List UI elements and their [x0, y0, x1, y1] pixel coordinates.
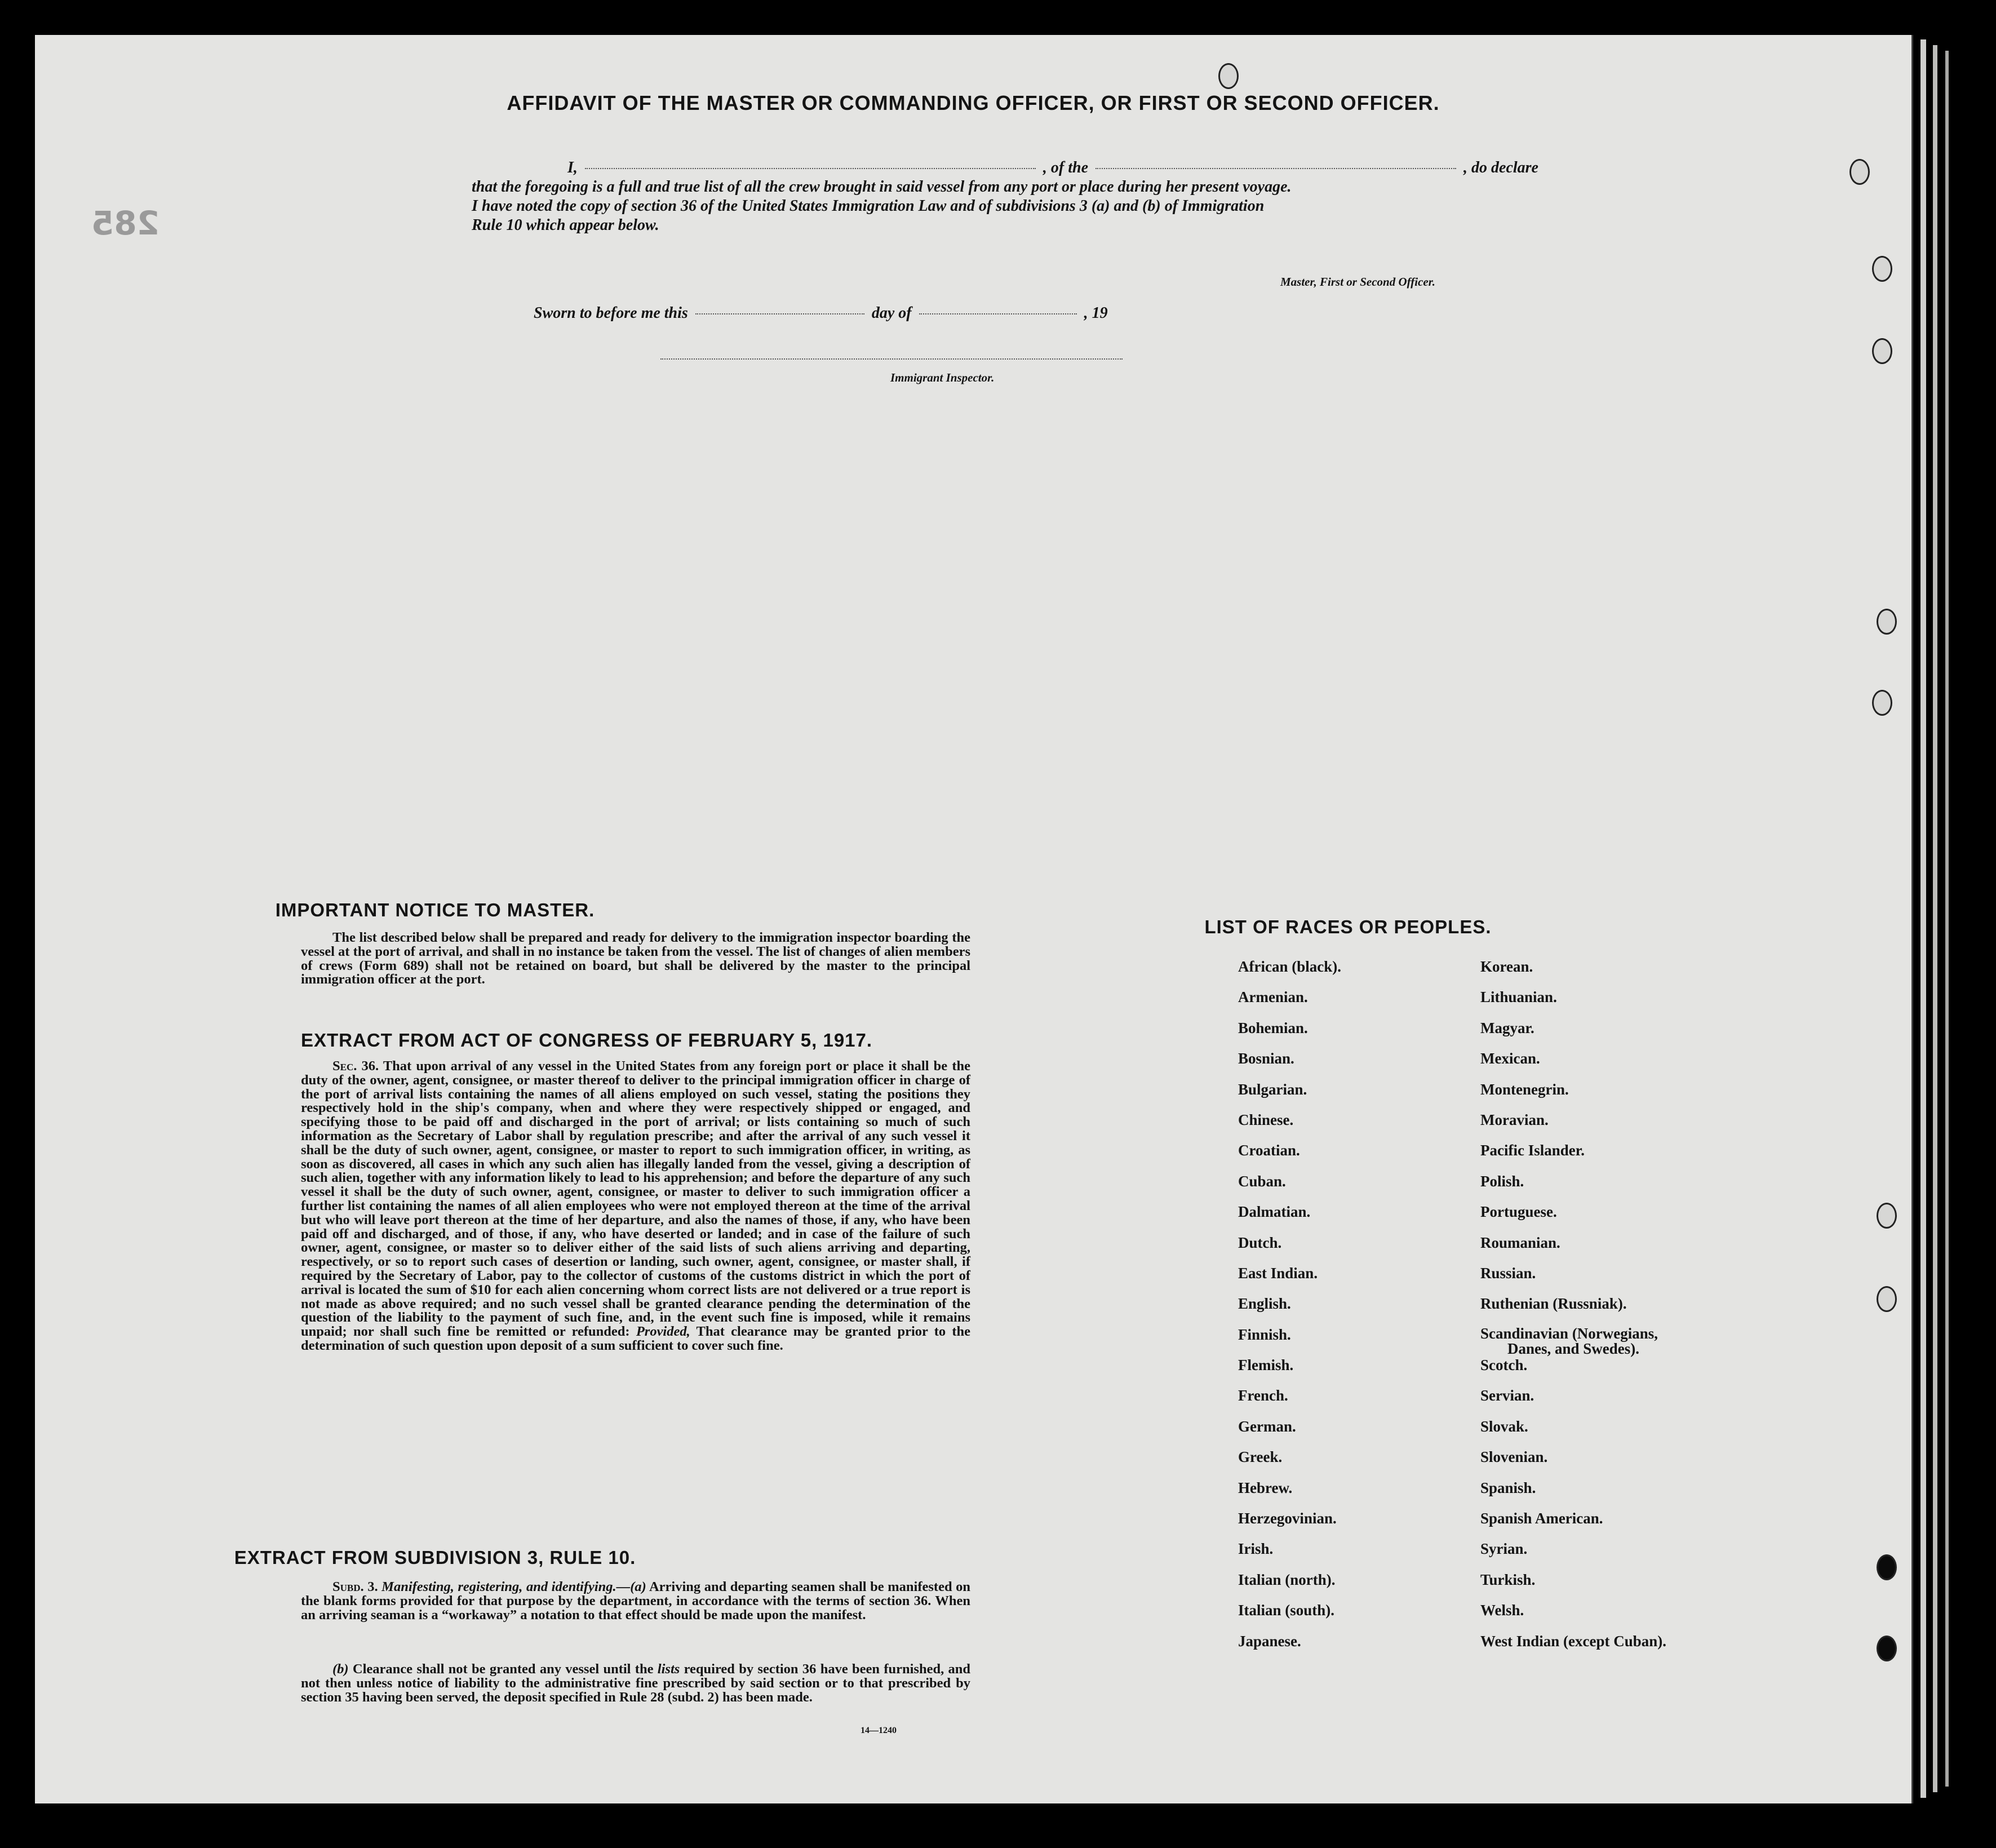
race-name: West Indian (except Cuban).: [1480, 1632, 1667, 1650]
blank-day: [695, 313, 864, 314]
background-stamp-number: 285: [91, 204, 160, 242]
race-item: [1480, 1020, 1666, 1050]
subdivision-3a-text: [301, 1580, 970, 1622]
race-name: Scotch.: [1480, 1357, 1528, 1374]
race-name: Spanish.: [1480, 1479, 1536, 1496]
para-b-label: (b): [332, 1661, 349, 1677]
race-name: African (black).: [1238, 958, 1341, 975]
affidavit-line-4: Rule 10 which appear below.: [472, 216, 659, 234]
binder-hole: [1872, 256, 1892, 282]
race-item: [1480, 1111, 1666, 1142]
race-item: [1480, 1081, 1666, 1111]
race-item: [1238, 1602, 1341, 1632]
affidavit-line-1: [567, 159, 1538, 177]
race-name: Slovenian.: [1480, 1448, 1548, 1466]
race-name: Portuguese.: [1480, 1203, 1557, 1221]
race-item: [1480, 1142, 1666, 1172]
race-item: [1480, 1234, 1666, 1265]
sworn-year: , 19: [1084, 304, 1108, 322]
provided-word: Provided,: [636, 1324, 690, 1340]
race-item: [1238, 1357, 1341, 1387]
blank-month: [919, 313, 1077, 314]
race-item: [1238, 1265, 1341, 1295]
section-body: That upon arrival of any vessel in the United States from any foreign port or place it shall be the duty of the owner, agent, consignee, or master thereof to deliver to the principal immigration officer in charge of the port of arrival lists containing the names of all aliens employed on such vessel, stating the positions they respectively hold in the ship's company, when and where they were respectively shipped or engaged, and specifying those to be paid off and discharged in the port of arrival; or lists containing so much of such information as the Secretary of Labor shall by regulation prescribe; and after the arrival of any such vessel it shall be the duty of such owner, agent, consignee, or master to report to such immigration officer, in writing, as soon as discovered, all cases in which any such alien has illegally landed from the vessel, giving a description of such alien, together with any information likely to lead to his apprehension; and before the departure of any such vessel it shall be the duty of such owner, agent, consignee, or master to deliver to such immigration officer a further list containing the names of all alien employees who were not employed thereon at the time of the arrival but who will leave port thereon at the time of her departure, and also the names of those, if any, who have been paid off and discharged, and of those, if any, who have deserted or landed; and in case of the failure of such owner, agent, consignee, or master so to deliver either of the said lists of such aliens arriving and departing, respectively, or so to report such cases of desertion or landing, such owner, agent, consignee, or master shall, if required by the Secretary of Labor, pay to the collector of customs of the customs district in which the port of arrival is located the sum of $10 for each alien concerning whom correct lists are not delivered or a true report is not made as above required; and no such vessel shall be granted clearance pending the determination of the question of the liability to the payment of such fine, and, in the event such fine is imposed, while it remains unpaid; nor shall such fine be remitted or refunded:: [301, 1058, 970, 1340]
race-name: Cuban.: [1238, 1172, 1286, 1190]
race-item: [1480, 1602, 1666, 1632]
race-name: East Indian.: [1238, 1264, 1318, 1282]
race-name: Turkish.: [1480, 1571, 1536, 1588]
race-item: [1480, 1387, 1666, 1417]
inspector-signature-line: [660, 358, 1123, 360]
race-name: Lithuanian.: [1480, 989, 1557, 1006]
binder-hole: [1877, 1636, 1897, 1661]
binder-hole: [1877, 1554, 1897, 1580]
race-name: Armenian.: [1238, 989, 1308, 1006]
race-item: [1238, 1387, 1341, 1417]
para-a-text: Arriving and departing seamen shall be manifested on the blank forms provided for that purpose by the department, in accordance with the terms of section 36. When an arriving seaman is a “workaway” a notation to that effect should be made upon the manifest.: [301, 1579, 971, 1623]
race-name: English.: [1238, 1295, 1291, 1313]
notice-title: IMPORTANT NOTICE TO MASTER.: [275, 899, 595, 920]
race-item: [1238, 1326, 1341, 1357]
race-name: Hebrew.: [1238, 1479, 1293, 1496]
race-item: [1480, 1448, 1666, 1479]
race-name: German.: [1238, 1417, 1296, 1435]
race-item: [1480, 1050, 1666, 1080]
section-label: Sec. 36.: [332, 1058, 379, 1074]
race-name: Italian (north).: [1238, 1571, 1336, 1588]
blank-name: [585, 168, 1036, 169]
sheet-edge: [1945, 51, 1949, 1787]
affidavit-of-the: , of the: [1043, 159, 1089, 176]
sworn-text: Sworn to before me this: [534, 304, 688, 322]
race-item: [1480, 1540, 1666, 1571]
race-name: Moravian.: [1480, 1111, 1549, 1128]
race-item: [1480, 958, 1666, 989]
race-name: Irish.: [1238, 1540, 1274, 1558]
race-name: Slovak.: [1480, 1417, 1528, 1435]
race-name: Dutch.: [1238, 1234, 1282, 1251]
race-item: [1238, 989, 1341, 1019]
affidavit-line-3: I have noted the copy of section 36 of the United States Immigration Law and of subdivisions 3 (a) and (b) of Immigration: [472, 197, 1265, 215]
race-item: [1238, 1418, 1341, 1448]
affidavit-do-declare: , do declare: [1463, 159, 1538, 176]
race-item: [1480, 1510, 1666, 1540]
race-item: [1238, 1295, 1341, 1326]
extract-act-title: EXTRACT FROM ACT OF CONGRESS OF FEBRUARY 5, 1917.: [301, 1030, 873, 1051]
race-name: Servian.: [1480, 1387, 1534, 1404]
sworn-line: [534, 304, 1108, 322]
binder-hole: [1877, 609, 1897, 635]
para-b-lists: lists: [657, 1661, 680, 1677]
sheet-edge: [1933, 45, 1937, 1792]
race-name: Montenegrin.: [1480, 1080, 1569, 1098]
race-name: Pacific Islander.: [1480, 1142, 1585, 1159]
notice-text: The list described below shall be prepared and ready for delivery to the immigration inspector boarding the vessel at the port of arrival, and shall in no instance be taken from the vessel. The list of changes of alien members of crews (Form 689) shall not be retained on board, but shall be delivered by the master to the principal immigration officer at the port.: [301, 930, 970, 987]
race-item: [1238, 1050, 1341, 1080]
extract-rule-title: EXTRACT FROM SUBDIVISION 3, RULE 10.: [234, 1547, 636, 1568]
race-name: Japanese.: [1238, 1632, 1301, 1650]
race-item: [1238, 1081, 1341, 1111]
race-name: Bulgarian.: [1238, 1080, 1307, 1098]
race-item: [1480, 1203, 1666, 1234]
race-item: [1480, 1295, 1666, 1326]
race-name: Russian.: [1480, 1264, 1536, 1282]
form-number: 14—1240: [861, 1726, 897, 1735]
binder-hole: [1877, 1203, 1897, 1229]
race-name: Syrian.: [1480, 1540, 1528, 1558]
race-item: [1238, 1234, 1341, 1265]
race-name: Flemish.: [1238, 1357, 1294, 1374]
race-name: Croatian.: [1238, 1142, 1300, 1159]
binder-hole: [1849, 159, 1870, 185]
races-column-1: [1238, 958, 1341, 1663]
para-a-label: —(a): [616, 1579, 646, 1594]
affidavit-title: AFFIDAVIT OF THE MASTER OR COMMANDING OFFICER, OR FIRST OR SECOND OFFICER.: [507, 91, 1440, 114]
race-name: Mexican.: [1480, 1050, 1540, 1067]
race-name: Welsh.: [1480, 1602, 1524, 1619]
race-name: Italian (south).: [1238, 1602, 1335, 1619]
race-name: Bosnian.: [1238, 1050, 1294, 1067]
subd-label: Subd. 3.: [332, 1579, 378, 1594]
para-b-text-1: Clearance shall not be granted any vessel until the: [352, 1661, 654, 1677]
race-name: Chinese.: [1238, 1111, 1294, 1128]
affidavit-line-2: that the foregoing is a full and true list of all the crew brought in said vessel from any port or place during her present voyage.: [472, 178, 1292, 196]
race-name: Finnish.: [1238, 1326, 1291, 1343]
race-item: [1480, 1265, 1666, 1295]
race-item: [1238, 1540, 1341, 1571]
subdivision-3b-text: [301, 1663, 970, 1704]
race-name: Herzegovinian.: [1238, 1510, 1337, 1527]
binder-hole: [1877, 1286, 1897, 1312]
race-item: [1480, 1357, 1666, 1387]
race-name: Roumanian.: [1480, 1234, 1560, 1251]
race-name: Spanish American.: [1480, 1510, 1603, 1527]
subd-heading: Manifesting, registering, and identifying.: [382, 1579, 616, 1594]
race-item: [1238, 1111, 1341, 1142]
races-column-2: [1480, 958, 1666, 1663]
race-item: [1480, 1571, 1666, 1602]
race-item: [1480, 1326, 1666, 1357]
race-item: [1238, 1510, 1341, 1540]
race-item: [1480, 989, 1666, 1019]
blank-vessel: [1095, 168, 1456, 169]
races-list-title: LIST OF RACES OR PEOPLES.: [1204, 916, 1492, 937]
race-item: [1238, 1571, 1341, 1602]
race-name-continuation: Danes, and Swedes).: [1507, 1340, 1640, 1357]
race-item: [1238, 1020, 1341, 1050]
race-item: [1238, 1479, 1341, 1510]
race-name: Polish.: [1480, 1172, 1524, 1190]
notice-body: [301, 931, 970, 987]
manifest-sheet: [35, 35, 1913, 1803]
race-name: Dalmatian.: [1238, 1203, 1311, 1221]
race-name: French.: [1238, 1387, 1288, 1404]
race-item: [1238, 1203, 1341, 1234]
signature-caption-inspector: Immigrant Inspector.: [890, 371, 995, 384]
race-name: Greek.: [1238, 1448, 1283, 1466]
race-name: Ruthenian (Russniak).: [1480, 1295, 1627, 1313]
race-item: [1480, 1418, 1666, 1448]
sworn-day-of: day of: [871, 304, 912, 322]
race-item: [1238, 1142, 1341, 1172]
binder-hole: [1218, 63, 1239, 89]
race-item: [1238, 1448, 1341, 1479]
race-name: Scandinavian (Norwegians,: [1480, 1324, 1658, 1342]
race-item: [1238, 958, 1341, 989]
para-b-text-2: required by section 36 have been furnished, and not then unless notice of liability to the administrative fine prescribed by said section or to that prescribed by section 35 having been served, the deposit specified in Rule 28 (subd. 2) has been made.: [301, 1661, 971, 1705]
binder-hole: [1872, 338, 1892, 364]
race-name: Magyar.: [1480, 1019, 1534, 1036]
binder-hole: [1872, 690, 1892, 716]
race-name: Korean.: [1480, 958, 1533, 975]
race-item: [1238, 1173, 1341, 1203]
race-item: [1238, 1633, 1341, 1663]
race-item: [1480, 1479, 1666, 1510]
race-name: Bohemian.: [1238, 1019, 1308, 1036]
race-item: [1480, 1173, 1666, 1203]
race-item: [1480, 1633, 1666, 1663]
section-body-end: That clearance may be granted prior to the determination of such question upon deposit of a sum sufficient to cover such fine.: [301, 1324, 970, 1353]
affidavit-i: I,: [567, 159, 578, 176]
sheet-edge: [1920, 39, 1926, 1798]
signature-caption-officer: Master, First or Second Officer.: [1280, 275, 1435, 289]
section-36-text: [301, 1060, 970, 1353]
